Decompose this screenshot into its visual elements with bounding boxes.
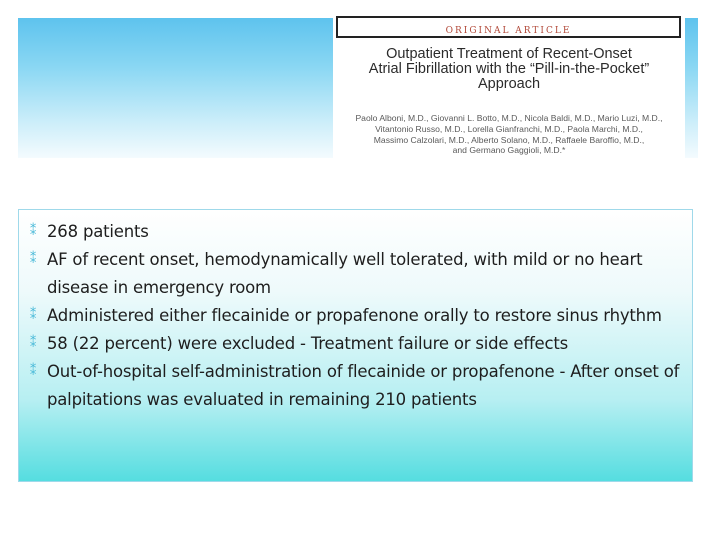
bullet-marker-icon: ⁑ bbox=[29, 336, 37, 351]
article-title bbox=[333, 47, 685, 92]
bullet-marker-icon: ⁑ bbox=[29, 224, 37, 239]
bullet-list bbox=[25, 218, 689, 414]
article-title-line: Outpatient Treatment of Recent-Onset bbox=[386, 46, 632, 62]
article-title-line: Approach bbox=[477, 76, 541, 92]
bullet-item bbox=[25, 358, 689, 414]
bullet-text: Administered either flecainide or propafenone orally to restore sinus rhythm bbox=[47, 306, 662, 325]
bullet-item bbox=[25, 218, 689, 246]
article-title-image bbox=[333, 14, 685, 159]
bullet-content-box bbox=[18, 209, 693, 482]
article-authors bbox=[333, 113, 685, 156]
bullet-text: Out-of-hospital self-administration of flecainide or propafenone - After onset of palpitations was evaluated in remaining 210 patients bbox=[47, 362, 680, 409]
article-kicker-box bbox=[336, 16, 681, 38]
bullet-marker-icon: ⁑ bbox=[29, 308, 37, 323]
bullet-text: AF of recent onset, hemodynamically well tolerated, with mild or no heart disease in emergency room bbox=[47, 250, 643, 297]
article-author-line: Paolo Alboni, M.D., Giovanni L. Botto, M.D., Nicola Baldi, M.D., Mario Luzi, M.D., bbox=[355, 113, 663, 123]
bullet-item bbox=[25, 330, 689, 358]
bullet-text: 268 patients bbox=[47, 222, 149, 241]
article-title-line: Atrial Fibrillation with the “Pill-in-the-Pocket” bbox=[368, 61, 650, 77]
bullet-marker-icon: ⁑ bbox=[29, 364, 37, 379]
article-author-line: Massimo Calzolari, M.D., Alberto Solano, M.D., Raffaele Baroffio, M.D., bbox=[373, 134, 645, 145]
bullet-text: 58 (22 percent) were excluded - Treatment failure or side effects bbox=[47, 334, 569, 353]
bullet-item bbox=[25, 302, 689, 330]
article-author-line: and Germano Gaggioli, M.D.* bbox=[452, 145, 566, 156]
bullet-marker-icon: ⁑ bbox=[29, 252, 37, 267]
article-author-line: Vitantonio Russo, M.D., Lorella Gianfranchi, M.D., Paola Marchi, M.D., bbox=[375, 123, 643, 134]
article-kicker: ORIGINAL ARTICLE bbox=[445, 26, 572, 36]
bullet-item bbox=[25, 246, 689, 302]
